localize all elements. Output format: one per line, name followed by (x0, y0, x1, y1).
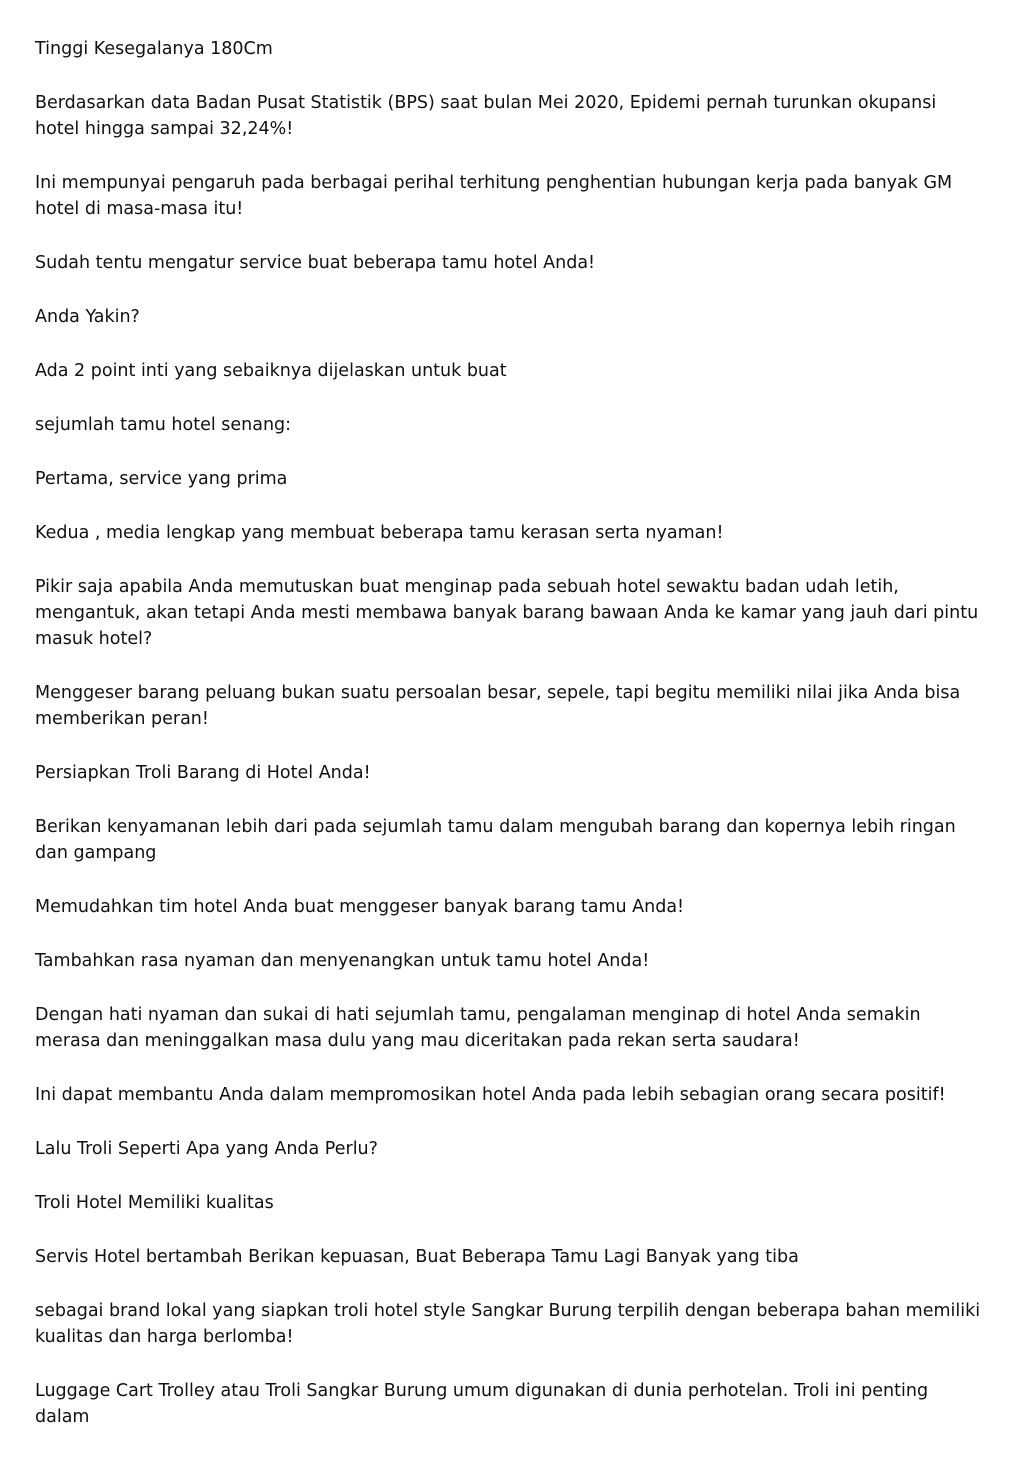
paragraph-15: Tambahkan rasa nyaman dan menyenangkan untuk tamu hotel Anda! (35, 951, 650, 971)
paragraph-1: Tinggi Kesegalanya 180Cm (35, 39, 273, 59)
paragraph-9: Kedua , media lengkap yang membuat beberapa tamu kerasan serta nyaman! (35, 523, 724, 543)
paragraph-5: Anda Yakin? (35, 307, 140, 327)
paragraph-16: Dengan hati nyaman dan sukai di hati sejumlah tamu, pengalaman menginap di hotel Anda semakin merasa dan meninggalkan masa dulu yang mau diceritakan pada rekan serta saudara! (35, 1005, 921, 1051)
paragraph-7: sejumlah tamu hotel senang: (35, 415, 292, 435)
paragraph-12: Persiapkan Troli Barang di Hotel Anda! (35, 763, 371, 783)
paragraph-13: Berikan kenyamanan lebih dari pada sejumlah tamu dalam mengubah barang dan kopernya lebih ringan dan gampang (35, 817, 956, 863)
paragraph-8: Pertama, service yang prima (35, 469, 288, 489)
document-page (35, 36, 985, 1458)
paragraph-22: Luggage Cart Trolley atau Troli Sangkar Burung umum digunakan di dunia perhotelan. Troli ini penting dalam (35, 1381, 929, 1427)
paragraph-3: Ini mempunyai pengaruh pada berbagai perihal terhitung penghentian hubungan kerja pada banyak GM hotel di masa-masa itu! (35, 173, 953, 219)
paragraph-11: Menggeser barang peluang bukan suatu persoalan besar, sepele, tapi begitu memiliki nilai jika Anda bisa memberikan peran! (35, 683, 961, 729)
paragraph-6: Ada 2 point inti yang sebaiknya dijelaskan untuk buat (35, 361, 507, 381)
paragraph-20: Servis Hotel bertambah Berikan kepuasan, Buat Beberapa Tamu Lagi Banyak yang tiba (35, 1247, 799, 1267)
paragraph-21: sebagai brand lokal yang siapkan troli hotel style Sangkar Burung terpilih dengan beberapa bahan memiliki kualitas dan harga berlomba! (35, 1301, 981, 1347)
paragraph-17: Ini dapat membantu Anda dalam mempromosikan hotel Anda pada lebih sebagian orang secara positif! (35, 1085, 946, 1105)
paragraph-14: Memudahkan tim hotel Anda buat menggeser banyak barang tamu Anda! (35, 897, 685, 917)
paragraph-19: Troli Hotel Memiliki kualitas (35, 1193, 274, 1213)
paragraph-18: Lalu Troli Seperti Apa yang Anda Perlu? (35, 1139, 378, 1159)
paragraph-10: Pikir saja apabila Anda memutuskan buat menginap pada sebuah hotel sewaktu badan udah letih, mengantuk, akan tetapi Anda mesti membawa banyak barang bawaan Anda ke kamar yang jauh dari pintu masuk hotel? (35, 577, 979, 649)
paragraph-2: Berdasarkan data Badan Pusat Statistik (BPS) saat bulan Mei 2020, Epidemi pernah turunkan okupansi hotel hingga sampai 32,24%! (35, 93, 937, 139)
paragraph-4: Sudah tentu mengatur service buat beberapa tamu hotel Anda! (35, 253, 596, 273)
